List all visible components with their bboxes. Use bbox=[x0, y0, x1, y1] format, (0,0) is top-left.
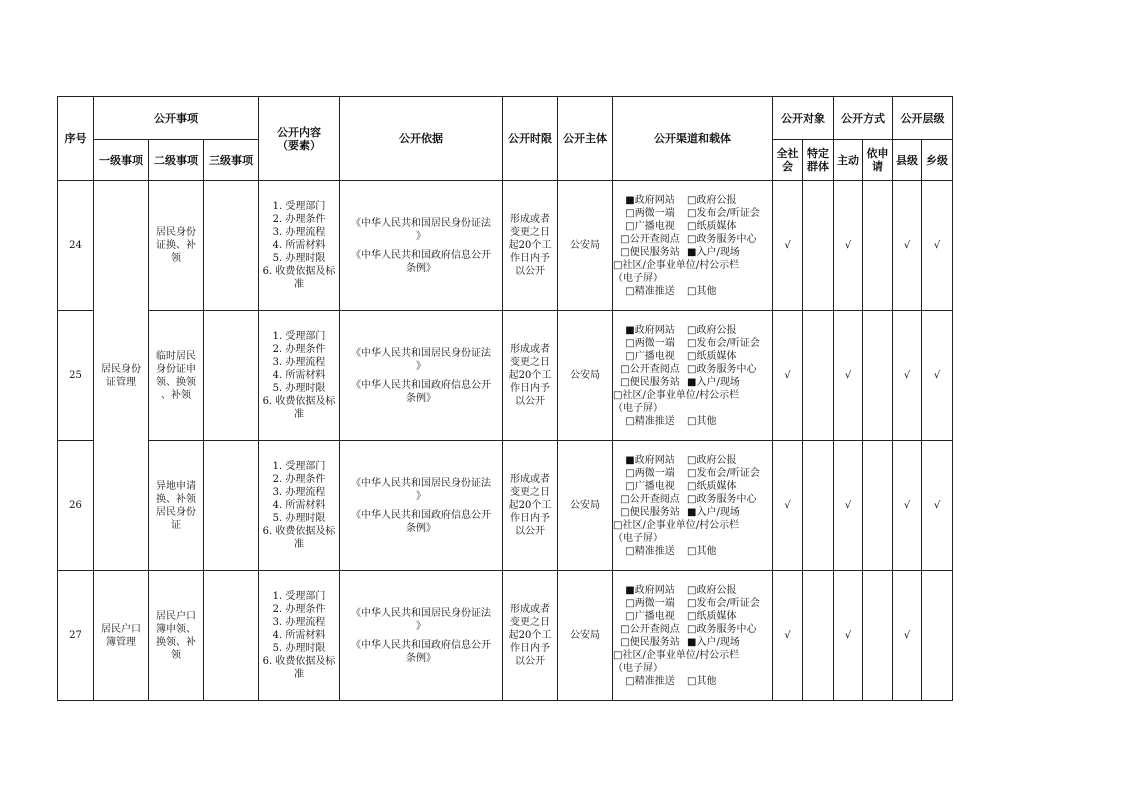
channel-option: ■入户/现场 bbox=[687, 636, 740, 648]
channel-option: □精准推送 bbox=[625, 285, 675, 297]
channel-option: ■政府网站 bbox=[625, 454, 675, 466]
channel-option: □精准推送 bbox=[625, 415, 675, 427]
header-method-request: 依申 请 bbox=[863, 140, 893, 181]
channel-option: ■政府网站 bbox=[625, 584, 675, 596]
channel-option: □政府公报 bbox=[687, 194, 737, 206]
subject: 公安局 bbox=[558, 441, 613, 571]
channel-option: □发布会/听证会 bbox=[687, 467, 760, 479]
header-level1: 一级事项 bbox=[94, 140, 149, 181]
channel-list bbox=[613, 181, 773, 311]
time-limit: 形成或者 变更之日 起20个工 作日内予 以公开 bbox=[503, 571, 558, 701]
header-content bbox=[259, 97, 340, 181]
header-subject: 公开主体 bbox=[558, 97, 613, 181]
channel-option: □广播电视 bbox=[625, 220, 675, 232]
method-active-check: √ bbox=[834, 181, 863, 311]
level-town-check: √ bbox=[922, 441, 953, 571]
channel-option: □政务服务中心 bbox=[687, 233, 757, 245]
level1-item-hukou: 居民户口 簿管理 bbox=[94, 571, 149, 701]
level3-item bbox=[204, 311, 259, 441]
channel-option: ■入户/现场 bbox=[687, 376, 740, 388]
channel-option: （电子屏） bbox=[613, 272, 663, 284]
table-row bbox=[58, 441, 953, 571]
header-level2: 二级事项 bbox=[149, 140, 204, 181]
channel-option: □社区/企事业单位/村公示栏 bbox=[613, 389, 740, 401]
channel-option: □纸质媒体 bbox=[687, 610, 737, 622]
level2-item: 居民身份 证换、补 领 bbox=[149, 181, 204, 311]
level-county-check: √ bbox=[893, 181, 922, 311]
header-target: 公开对象 bbox=[773, 97, 834, 140]
level-county-check: √ bbox=[893, 571, 922, 701]
time-limit: 形成或者 变更之日 起20个工 作日内予 以公开 bbox=[503, 181, 558, 311]
header-method-active: 主动 bbox=[834, 140, 863, 181]
method-request-check bbox=[863, 441, 893, 571]
header-time: 公开时限 bbox=[503, 97, 558, 181]
target-all-check: √ bbox=[773, 181, 803, 311]
level2-item: 居民户口 簿申领、 换领、补 领 bbox=[149, 571, 204, 701]
level3-item bbox=[204, 441, 259, 571]
basis-list: 《中华人民共和国居民身份证法 》 《中华人民共和国政府信息公开 条例》 bbox=[340, 441, 503, 571]
level-town-check: √ bbox=[922, 181, 953, 311]
channel-option: □两微一端 bbox=[625, 337, 675, 349]
header-content-line1: 公开内容 bbox=[277, 125, 321, 139]
target-specific-check bbox=[803, 441, 834, 571]
level-town-check: √ bbox=[922, 311, 953, 441]
level2-item: 异地申请 换、补领 居民身份 证 bbox=[149, 441, 204, 571]
target-all-check: √ bbox=[773, 311, 803, 441]
channel-option: □社区/企事业单位/村公示栏 bbox=[613, 519, 740, 531]
content-list: 1. 受理部门 2. 办理条件 3. 办理流程 4. 所需材料 5. 办理时限 6. 收费依据及标 准 bbox=[259, 441, 340, 571]
content-list: 1. 受理部门 2. 办理条件 3. 办理流程 4. 所需材料 5. 办理时限 6. 收费依据及标 准 bbox=[259, 311, 340, 441]
channel-option: □发布会/听证会 bbox=[687, 207, 760, 219]
channel-option: （电子屏） bbox=[613, 402, 663, 414]
basis-list: 《中华人民共和国居民身份证法 》 《中华人民共和国政府信息公开 条例》 bbox=[340, 571, 503, 701]
subject: 公安局 bbox=[558, 181, 613, 311]
channel-option: （电子屏） bbox=[613, 532, 663, 544]
channel-option: □便民服务站 bbox=[620, 506, 680, 518]
channel-option: □纸质媒体 bbox=[687, 480, 737, 492]
channel-option: □政府公报 bbox=[687, 584, 737, 596]
channel-option: □公开查阅点 bbox=[620, 233, 680, 245]
channel-option: □公开查阅点 bbox=[620, 363, 680, 375]
subject: 公安局 bbox=[558, 571, 613, 701]
channel-option: □便民服务站 bbox=[620, 636, 680, 648]
channel-option: □政务服务中心 bbox=[687, 623, 757, 635]
header-level-town: 乡级 bbox=[922, 140, 953, 181]
channel-option: □政府公报 bbox=[687, 324, 737, 336]
channel-option: □精准推送 bbox=[625, 675, 675, 687]
channel-option: ■政府网站 bbox=[625, 194, 675, 206]
header-level3: 三级事项 bbox=[204, 140, 259, 181]
channel-option: □便民服务站 bbox=[620, 246, 680, 258]
header-seq: 序号 bbox=[58, 97, 94, 181]
channel-option: □两微一端 bbox=[625, 207, 675, 219]
channel-option: □便民服务站 bbox=[620, 376, 680, 388]
level-county-check: √ bbox=[893, 441, 922, 571]
channel-option: ■入户/现场 bbox=[687, 246, 740, 258]
row-number: 24 bbox=[58, 181, 94, 311]
content-list: 1. 受理部门 2. 办理条件 3. 办理流程 4. 所需材料 5. 办理时限 6. 收费依据及标 准 bbox=[259, 571, 340, 701]
channel-option: □政府公报 bbox=[687, 454, 737, 466]
method-request-check bbox=[863, 571, 893, 701]
row-number: 27 bbox=[58, 571, 94, 701]
target-specific-check bbox=[803, 571, 834, 701]
time-limit: 形成或者 变更之日 起20个工 作日内予 以公开 bbox=[503, 311, 558, 441]
header-basis: 公开依据 bbox=[340, 97, 503, 181]
basis-list: 《中华人民共和国居民身份证法 》 《中华人民共和国政府信息公开 条例》 bbox=[340, 181, 503, 311]
disclosure-table bbox=[57, 96, 953, 701]
channel-option: □社区/企事业单位/村公示栏 bbox=[613, 649, 740, 661]
basis-list: 《中华人民共和国居民身份证法 》 《中华人民共和国政府信息公开 条例》 bbox=[340, 311, 503, 441]
method-request-check bbox=[863, 311, 893, 441]
channel-option: □精准推送 bbox=[625, 545, 675, 557]
method-active-check: √ bbox=[834, 311, 863, 441]
channel-option: □政务服务中心 bbox=[687, 493, 757, 505]
channel-option: □两微一端 bbox=[625, 597, 675, 609]
channel-option: □两微一端 bbox=[625, 467, 675, 479]
header-content-line2: （要素） bbox=[277, 138, 321, 152]
row-number: 25 bbox=[58, 311, 94, 441]
channel-option: □公开查阅点 bbox=[620, 493, 680, 505]
content-list: 1. 受理部门 2. 办理条件 3. 办理流程 4. 所需材料 5. 办理时限 6. 收费依据及标 准 bbox=[259, 181, 340, 311]
channel-option: □其他 bbox=[687, 675, 717, 687]
channel-option: □其他 bbox=[687, 415, 717, 427]
channel-option: □其他 bbox=[687, 285, 717, 297]
header-items: 公开事项 bbox=[94, 97, 259, 140]
channel-option: ■入户/现场 bbox=[687, 506, 740, 518]
channel-option: □其他 bbox=[687, 545, 717, 557]
row-number: 26 bbox=[58, 441, 94, 571]
channel-option: □广播电视 bbox=[625, 610, 675, 622]
channel-option: （电子屏） bbox=[613, 662, 663, 674]
target-all-check: √ bbox=[773, 441, 803, 571]
channel-option: □纸质媒体 bbox=[687, 350, 737, 362]
table-row bbox=[58, 311, 953, 441]
channel-option: ■政府网站 bbox=[625, 324, 675, 336]
channel-option: □发布会/听证会 bbox=[687, 597, 760, 609]
target-specific-check bbox=[803, 181, 834, 311]
target-all-check: √ bbox=[773, 571, 803, 701]
method-request-check bbox=[863, 181, 893, 311]
header-method: 公开方式 bbox=[834, 97, 893, 140]
level3-item bbox=[204, 181, 259, 311]
channel-option: □政务服务中心 bbox=[687, 363, 757, 375]
level1-item-id-card: 居民身份 证管理 bbox=[94, 181, 149, 571]
target-specific-check bbox=[803, 311, 834, 441]
header-channels: 公开渠道和载体 bbox=[613, 97, 773, 181]
method-active-check: √ bbox=[834, 571, 863, 701]
time-limit: 形成或者 变更之日 起20个工 作日内予 以公开 bbox=[503, 441, 558, 571]
level-county-check: √ bbox=[893, 311, 922, 441]
channel-list bbox=[613, 441, 773, 571]
header-level-county: 县级 bbox=[893, 140, 922, 181]
level-town-check bbox=[922, 571, 953, 701]
channel-option: □公开查阅点 bbox=[620, 623, 680, 635]
channel-list bbox=[613, 571, 773, 701]
header-level: 公开层级 bbox=[893, 97, 953, 140]
level3-item bbox=[204, 571, 259, 701]
channel-option: □发布会/听证会 bbox=[687, 337, 760, 349]
level2-item: 临时居民 身份证申 领、换领 、补领 bbox=[149, 311, 204, 441]
subject: 公安局 bbox=[558, 311, 613, 441]
table-row bbox=[58, 571, 953, 701]
channel-option: □社区/企事业单位/村公示栏 bbox=[613, 259, 740, 271]
header-target-specific: 特定 群体 bbox=[803, 140, 834, 181]
channel-list bbox=[613, 311, 773, 441]
channel-option: □纸质媒体 bbox=[687, 220, 737, 232]
channel-option: □广播电视 bbox=[625, 350, 675, 362]
header-target-all: 全社 会 bbox=[773, 140, 803, 181]
table-row bbox=[58, 181, 953, 311]
channel-option: □广播电视 bbox=[625, 480, 675, 492]
method-active-check: √ bbox=[834, 441, 863, 571]
